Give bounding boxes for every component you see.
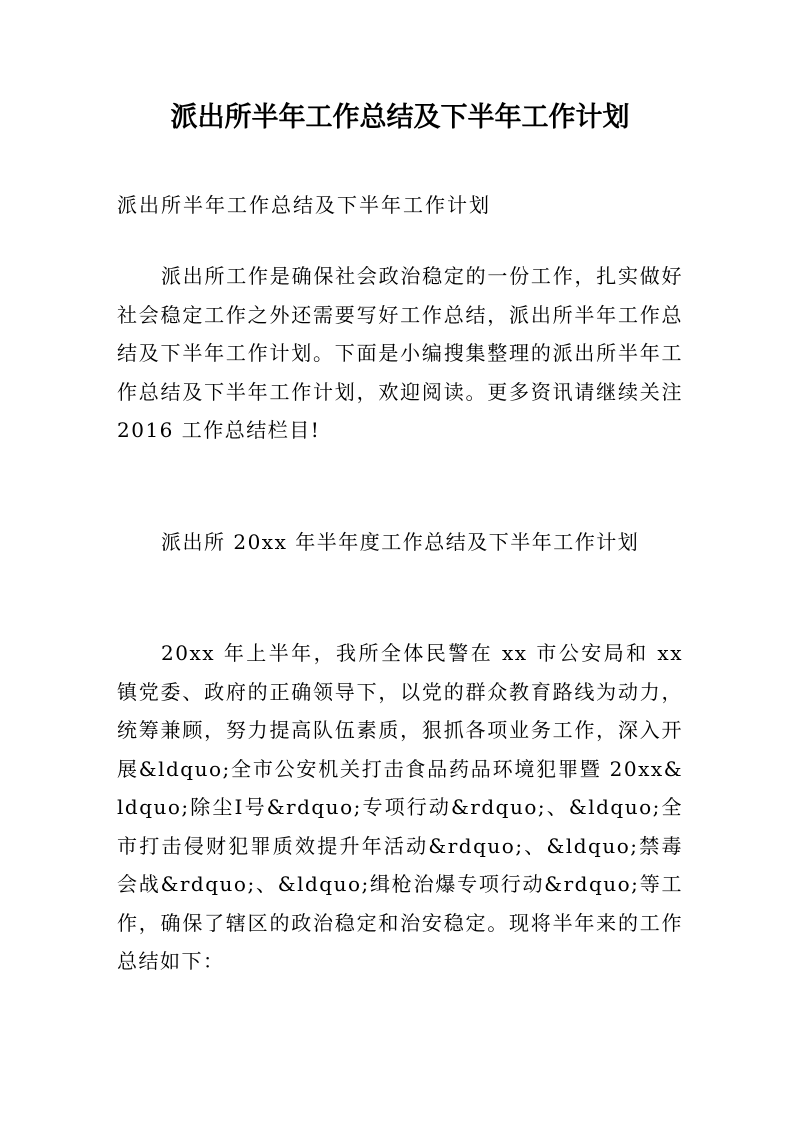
section-heading: 派出所 20xx 年半年度工作总结及下半年工作计划 (161, 530, 640, 554)
document-title: 派出所半年工作总结及下半年工作计划 (170, 102, 630, 133)
document-subtitle: 派出所半年工作总结及下半年工作计划 (117, 193, 491, 217)
body-paragraph: 20xx 年上半年，我所全体民警在 xx 市公安局和 xx 镇党委、政府的正确领导下，以党的群众教育路线为动力，统筹兼顾，努力提高队伍素质，狠抓各项业务工作，深入开展&ldquo;全市公安机关打击食品药品环境犯罪暨 20xx&ldquo;除尘Ⅰ号&rdquo;专项行动&rdquo;、&ldquo;全市打击侵财犯罪质效提升年活动&rdquo;、&ldquo;禁毒会战&rdquo;、&ldquo;缉枪治爆专项行动&rdquo;等工作，确保了辖区的政治稳定和治安稳定。现将半年来的工作总结如下： (117, 641, 683, 973)
intro-paragraph: 派出所工作是确保社会政治稳定的一份工作，扎实做好社会稳定工作之外还需要写好工作总结，派出所半年工作总结及下半年工作计划。下面是小编搜集整理的派出所半年工作总结及下半年工作计划，欢迎阅读。更多资讯请继续关注2016 工作总结栏目! (117, 264, 683, 442)
